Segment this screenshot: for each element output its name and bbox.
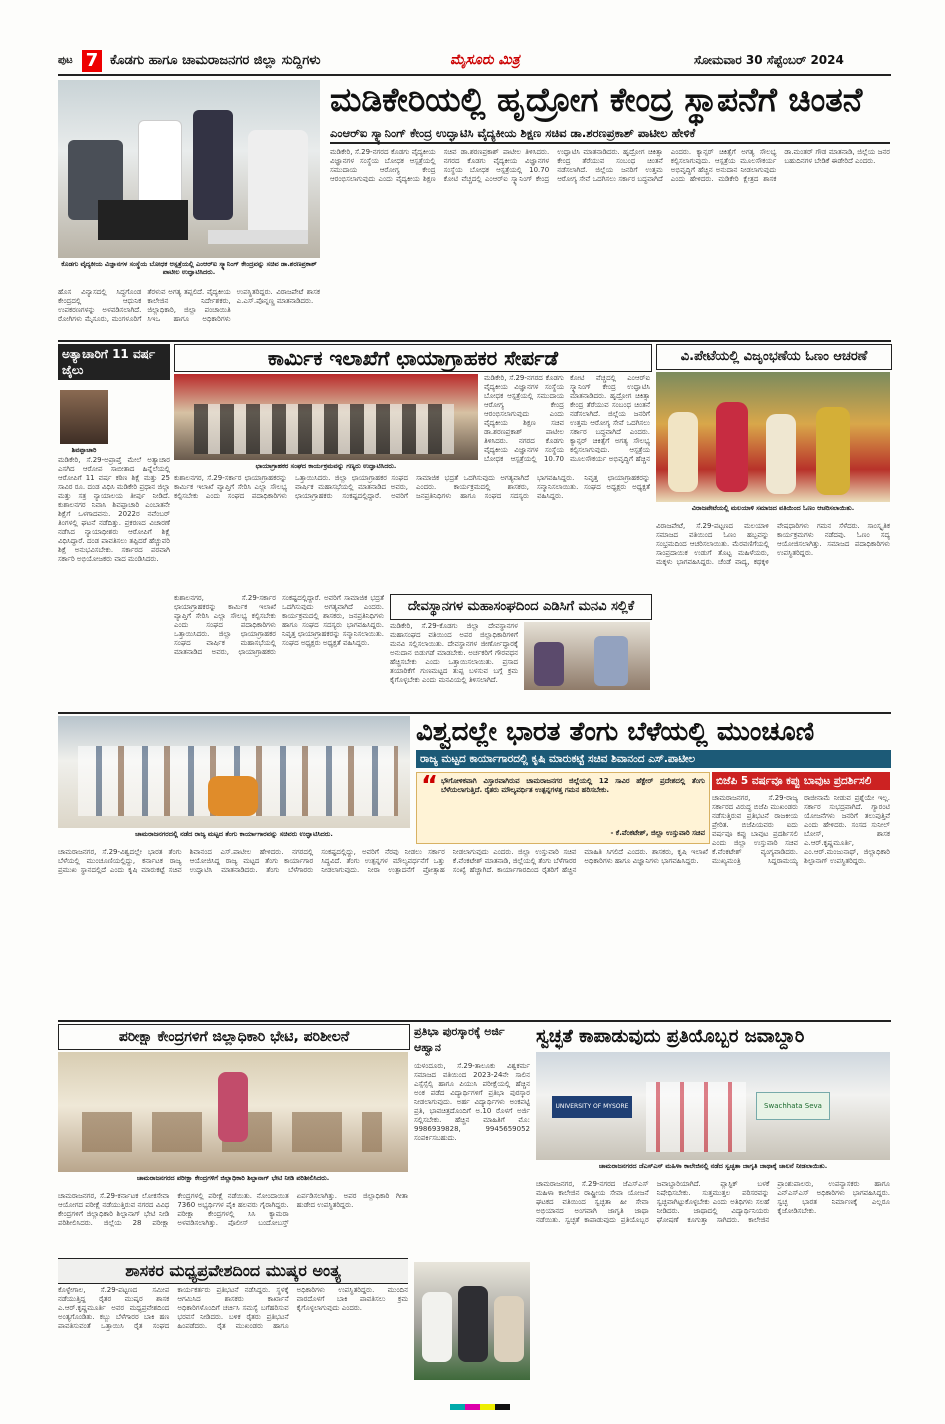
- quote-mark-icon: “: [421, 771, 439, 801]
- lead-headline: ಮಡಿಕೇರಿಯಲ್ಲಿ ಹೃದ್ರೋಗ ಕೇಂದ್ರ ಸ್ಥಾಪನೆಗೆ ಚಿಂತನೆ: [330, 80, 863, 119]
- exam-headline: ಪರೀಕ್ಷಾ ಕೇಂದ್ರಗಳಿಗೆ ಜಿಲ್ಲಾಧಿಕಾರಿ ಭೇಟಿ, ಪರಿಶೀಲನೆ: [58, 1024, 410, 1050]
- lead-caption: ಕೊಡಗು ವೈದ್ಯಕೀಯ ವಿಜ್ಞಾನಗಳ ಸಂಸ್ಥೆಯ ಬೋಧಕ ಆಸ್ಪತ್ರೆಯಲ್ಲಿ ಎಂಆರ್‌ಐ ಸ್ಕ್ಯಾನಿಂಗ್ ಕೇಂದ್ರವನ್ನು ಸಚಿವ ಡಾ.ಶರಣಪ್ರಕಾಶ್ ಪಾಟೀಲ ಉದ್ಘಾಟಿಸಿದರು.: [61, 260, 317, 276]
- temple-headline: ದೇವಸ್ಥಾನಗಳ ಮಹಾಸಂಘದಿಂದ ಎಡಿಸಿಗೆ ಮನವಿ ಸಲ್ಲಿಕೆ: [390, 594, 652, 620]
- liquor-headline: ಶಾಸಕರ ಮಧ್ಯಪ್ರವೇಶದಿಂದ ಮುಷ್ಕರ ಅಂತ್ಯ: [58, 1258, 408, 1284]
- crime-photo-label: ಶಿವಪ್ಪಾಚಾರಿ: [71, 446, 97, 454]
- coconut-quote-by: - ಕೆ.ವೆಂಕಟೇಶ್, ಜಿಲ್ಲಾ ಉಸ್ತುವಾರಿ ಸಚಿವ: [610, 829, 705, 837]
- coconut-quote: ಭೌಗೋಳಿಕವಾಗಿ ವಿಸ್ತಾರವಾಗಿರುವ ಚಾಮರಾಜನಗರ ಜಿಲ್ಲೆಯಲ್ಲಿ 12 ಸಾವಿರ ಹೆಕ್ಟೇರ್ ಪ್ರದೇಶದಲ್ಲಿ ತೆಂಗು ಬೆಳೆಯಲಾಗುತ್ತಿದೆ. ರೈತರು ಮೌಲ್ಯವರ್ಧಿತ ಉತ್ಪನ್ನಗಳತ್ತ ಗಮನ ಹರಿಸಬೇಕು.: [441, 777, 705, 794]
- labour-headline: ಕಾರ್ಮಿಕ ಇಲಾಖೆಗೆ ಛಾಯಾಗ್ರಾಹಕರ ಸೇರ್ಪಡೆ: [174, 344, 652, 372]
- labour-body: ಕುಶಾಲನಗರ, ಸೆ.29-ಸರ್ಕಾರ ಛಾಯಾಗ್ರಾಹಕರನ್ನು ಕಾರ್ಮಿಕ ಇಲಾಖೆ ವ್ಯಾಪ್ತಿಗೆ ಸೇರಿಸಿ ಎಲ್ಲಾ ಸೌಲಭ್ಯ ಕಲ್ಪಿಸಬೇಕು ಎಂದು ಸಂಘದ ಪದಾಧಿಕಾರಿಗಳು ಒತ್ತಾಯಿಸಿದರು. ಜಿಲ್ಲಾ ಛಾಯಾಗ್ರಾಹಕರ ಸಂಘದ ವಾರ್ಷಿಕ ಮಹಾಸಭೆಯಲ್ಲಿ ಮಾತನಾಡಿದ ಅವರು, ಛಾಯಾಗ್ರಾಹಕರು ಸಂಕಷ್ಟದಲ್ಲಿದ್ದಾರೆ. ಅವರಿಗೆ ಸಾಮಾಜಿಕ ಭದ್ರತೆ ಒದಗಿಸುವುದು ಅಗತ್ಯವಾಗಿದೆ ಎಂದರು. ಕಾರ್ಯಕ್ರಮದಲ್ಲಿ ಶಾಸಕರು, ಜನಪ್ರತಿನಿಧಿಗಳು ಹಾಗೂ ಸಂಘದ ಸದಸ್ಯರು ಭಾಗವಹಿಸಿದ್ದರು. ನಿವೃತ್ತ ಛಾಯಾಗ್ರಾಹಕರನ್ನು ಸನ್ಮಾನಿಸಲಾಯಿತು. ಸಂಘದ ಅಧ್ಯಕ್ಷರು ಅಧ್ಯಕ್ಷತೆ ವಹಿಸಿದ್ದರು.: [174, 474, 650, 500]
- exam-photo: [58, 1052, 408, 1172]
- coconut-subhead: ರಾಜ್ಯ ಮಟ್ಟದ ಕಾರ್ಯಾಗಾರದಲ್ಲಿ ಕೃಷಿ ಮಾರುಕಟ್ಟೆ ಸಚಿವ ಶಿವಾನಂದ ಎಸ್.ಪಾಟೀಲ: [416, 750, 891, 768]
- section-title: ಕೊಡಗು ಹಾಗೂ ಚಾಮರಾಜನಗರ ಜಿಲ್ಲಾ ಸುದ್ದಿಗಳು: [110, 53, 321, 68]
- crime-box: [58, 344, 170, 708]
- liquor-photo: [414, 1262, 530, 1380]
- clean-banner-2: Swachhata Seva: [756, 1092, 830, 1120]
- exam-caption: ಚಾಮರಾಜನಗರದ ಪರೀಕ್ಷಾ ಕೇಂದ್ರಗಳಿಗೆ ಜಿಲ್ಲಾಧಿಕಾರಿ ಶಿಲ್ಪಾನಾಗ್ ಭೇಟಿ ನೀಡಿ ಪರಿಶೀಲಿಸಿದರು.: [136, 1174, 330, 1182]
- page-label: ಪುಟ: [58, 55, 73, 66]
- labour-photo: [174, 374, 478, 460]
- clean-body: ಚಾಮರಾಜನಗರ, ಸೆ.29-ನಗರದ ಜೆಎಸ್‌ಎಸ್ ಮಹಿಳಾ ಕಾಲೇಜಿನ ರಾಷ್ಟ್ರೀಯ ಸೇವಾ ಯೋಜನೆ ಘಟಕದ ವತಿಯಿಂದ ಸ್ವಚ್ಛತಾ ಹೀ ಸೇವಾ ಅಭಿಯಾನದ ಅಂಗವಾಗಿ ಜಾಗೃತಿ ಜಾಥಾ ನಡೆಯಿತು. ಸ್ವಚ್ಛತೆ ಕಾಪಾಡುವುದು ಪ್ರತಿಯೊಬ್ಬರ ಜವಾಬ್ದಾರಿಯಾಗಿದೆ. ಪ್ಲಾಸ್ಟಿಕ್ ಬಳಕೆ ನಿಷೇಧಿಸಬೇಕು. ಸುತ್ತಮುತ್ತಲ ಪರಿಸರವನ್ನು ಸ್ವಚ್ಛವಾಗಿಟ್ಟುಕೊಳ್ಳಬೇಕು ಎಂದು ಅತಿಥಿಗಳು ಸಲಹೆ ನೀಡಿದರು. ಜಾಥಾದಲ್ಲಿ ವಿದ್ಯಾರ್ಥಿನಿಯರು ಘೋಷಣೆ ಕೂಗುತ್ತಾ ಸಾಗಿದರು. ಕಾಲೇಜಿನ ಪ್ರಾಂಶುಪಾಲರು, ಉಪನ್ಯಾಸಕರು ಹಾಗೂ ಎನ್‌ಎಸ್‌ಎಸ್ ಅಧಿಕಾರಿಗಳು ಭಾಗವಹಿಸಿದ್ದರು. ಸ್ವಚ್ಛ ಭಾರತ ನಿರ್ಮಾಣಕ್ಕೆ ಎಲ್ಲರೂ ಕೈಜೋಡಿಸಬೇಕು.: [536, 1180, 890, 1224]
- lead-body-bottom: ಹೊಸ ವಿನ್ಯಾಸದಲ್ಲಿ ಸಿದ್ಧಗೊಂಡ ಕೇಂದ್ರದಲ್ಲಿ ಆಧುನಿಕ ಉಪಕರಣಗಳನ್ನು ಅಳವಡಿಸಲಾಗಿದೆ. ರೋಗಿಗಳು ಮೈಸೂರು, ಮಂಗಳೂರಿಗೆ ತೆರಳುವ ಅಗತ್ಯ ತಪ್ಪಲಿದೆ. ವೈದ್ಯಕೀಯ ಕಾಲೇಜಿನ ನಿರ್ದೇಶಕರು, ಜಿಲ್ಲಾಧಿಕಾರಿ, ಜಿಲ್ಲಾ ಪಂಚಾಯಿತಿ ಸಿಇಒ ಹಾಗೂ ಅಧಿಕಾರಿಗಳು ಉಪಸ್ಥಿತರಿದ್ದರು. ವಿರಾಜಪೇಟೆ ಶಾಸಕ ಎ.ಎಸ್.ಪೊನ್ನಣ್ಣ ಮಾತನಾಡಿದರು.: [58, 288, 320, 323]
- coconut-body: ಚಾಮರಾಜನಗರ, ಸೆ.29-ವಿಶ್ವದಲ್ಲೇ ಭಾರತ ತೆಂಗು ಬೆಳೆಯಲ್ಲಿ ಮುಂಚೂಣಿಯಲ್ಲಿದ್ದು, ಕರ್ನಾಟಕ ರಾಜ್ಯ ಪ್ರಮುಖ ಸ್ಥಾನದಲ್ಲಿದೆ ಎಂದು ಕೃಷಿ ಮಾರುಕಟ್ಟೆ ಸಚಿವ ಶಿವಾನಂದ ಎಸ್.ಪಾಟೀಲ ಹೇಳಿದರು. ನಗರದಲ್ಲಿ ಆಯೋಜಿಸಿದ್ದ ರಾಜ್ಯ ಮಟ್ಟದ ತೆಂಗು ಕಾರ್ಯಾಗಾರ ಉದ್ಘಾಟಿಸಿ ಮಾತನಾಡಿದರು. ತೆಂಗು ಬೆಳೆಗಾರರು ಸಂಕಷ್ಟದಲ್ಲಿದ್ದು, ಅವರಿಗೆ ನೆರವು ನೀಡಲು ಸರ್ಕಾರ ಸಿದ್ಧವಿದೆ. ತೆಂಗು ಉತ್ಪನ್ನಗಳ ಮೌಲ್ಯವರ್ಧನೆಗೆ ಒತ್ತು ನೀಡಲಾಗುವುದು. ನೀರಾ ಉತ್ಪಾದನೆಗೆ ಪ್ರೋತ್ಸಾಹ ನೀಡಲಾಗುವುದು ಎಂದರು. ಜಿಲ್ಲಾ ಉಸ್ತುವಾರಿ ಸಚಿವ ಕೆ.ವೆಂಕಟೇಶ್ ಮಾತನಾಡಿ, ಜಿಲ್ಲೆಯಲ್ಲಿ ತೆಂಗು ಬೆಳೆಗಾರರ ಸಂಖ್ಯೆ ಹೆಚ್ಚಾಗಿದೆ. ಕಾರ್ಯಾಗಾರದಿಂದ ರೈತರಿಗೆ ಹೆಚ್ಚಿನ ಮಾಹಿತಿ ಸಿಗಲಿದೆ ಎಂದರು. ಶಾಸಕರು, ಕೃಷಿ ಇಲಾಖೆ ಅಧಿಕಾರಿಗಳು ಹಾಗೂ ವಿಜ್ಞಾನಿಗಳು ಭಾಗವಹಿಸಿದ್ದರು.: [58, 848, 708, 874]
- award-body: ಯಳಂದೂರು, ಸೆ.29-ತಾಲೂಕು ವಿಶ್ವಕರ್ಮ ಸಮಾಜದ ವತಿಯಿಂದ 2023-24ನೇ ಸಾಲಿನ ಎಸ್ಸೆಸ್ಸೆಲ್ಸಿ ಹಾಗೂ ಪಿಯುಸಿ ಪರೀಕ್ಷೆಯಲ್ಲಿ ಹೆಚ್ಚಿನ ಅಂಕ ಪಡೆದ ವಿದ್ಯಾರ್ಥಿಗಳಿಗೆ ಪ್ರತಿಭಾ ಪುರಸ್ಕಾರ ನೀಡಲಾಗುವುದು. ಅರ್ಹ ವಿದ್ಯಾರ್ಥಿಗಳು ಅಂಕಪಟ್ಟಿ ಪ್ರತಿ, ಭಾವಚಿತ್ರದೊಂದಿಗೆ ಅ.10 ರೊಳಗೆ ಅರ್ಜಿ ಸಲ್ಲಿಸಬೇಕು. ಹೆಚ್ಚಿನ ಮಾಹಿತಿಗೆ ಮೊ: 9986939828, 9945659052 ಸಂಪರ್ಕಿಸಬಹುದು.: [414, 1062, 530, 1142]
- coconut-photo: [58, 716, 410, 828]
- exam-body: ಚಾಮರಾಜನಗರ, ಸೆ.29-ಕರ್ನಾಟಕ ಲೋಕಸೇವಾ ಆಯೋಗದ ಪರೀಕ್ಷೆ ನಡೆಯುತ್ತಿರುವ ನಗರದ ವಿವಿಧ ಕೇಂದ್ರಗಳಿಗೆ ಜಿಲ್ಲಾಧಿಕಾರಿ ಶಿಲ್ಪಾನಾಗ್ ಭೇಟಿ ನೀಡಿ ಪರಿಶೀಲಿಸಿದರು. ಜಿಲ್ಲೆಯ 28 ಪರೀಕ್ಷಾ ಕೇಂದ್ರಗಳಲ್ಲಿ ಪರೀಕ್ಷೆ ನಡೆಯಿತು. ನೋಂದಾಯಿತ 7360 ಅಭ್ಯರ್ಥಿಗಳ ಪೈಕಿ ಹಲವರು ಗೈರಾಗಿದ್ದರು. ಪರೀಕ್ಷಾ ಕೇಂದ್ರಗಳಲ್ಲಿ ಸಿಸಿ ಕ್ಯಾಮರಾ ಅಳವಡಿಸಲಾಗಿತ್ತು. ಪೊಲೀಸ್ ಬಂದೋಬಸ್ತ್ ಏರ್ಪಡಿಸಲಾಗಿತ್ತು. ಅಪರ ಜಿಲ್ಲಾಧಿಕಾರಿ ಗೀತಾ ಹುಡೇದ ಉಪಸ್ಥಿತರಿದ್ದರು.: [58, 1192, 408, 1227]
- onam-caption: ವಿರಾಜಪೇಟೆಯಲ್ಲಿ ಮಲಯಾಳಿ ಸಮಾಜದ ವತಿಯಿಂದ ಓಣಂ ಆಚರಿಸಲಾಯಿತು.: [691, 504, 855, 512]
- temple-body: ಮಡಿಕೇರಿ, ಸೆ.29-ಕೊಡಗು ಜಿಲ್ಲಾ ದೇವಸ್ಥಾನಗಳ ಮಹಾಸಂಘದ ವತಿಯಿಂದ ಅಪರ ಜಿಲ್ಲಾಧಿಕಾರಿಗಳಿಗೆ ಮನವಿ ಸಲ್ಲಿಸಲಾಯಿತು. ದೇವಸ್ಥಾನಗಳ ಜೀರ್ಣೋದ್ಧಾರಕ್ಕೆ ಅನುದಾನ ಬಿಡುಗಡೆ ಮಾಡಬೇಕು. ಅರ್ಚಕರಿಗೆ ಗೌರವಧನ ಹೆಚ್ಚಿಸಬೇಕು ಎಂದು ಒತ್ತಾಯಿಸಲಾಯಿತು. ಪ್ರಸಾದ ತಯಾರಿಕೆಗೆ ಗುಣಮಟ್ಟದ ತುಪ್ಪ ಬಳಸುವ ಬಗ್ಗೆ ಕ್ರಮ ಕೈಗೊಳ್ಳಬೇಕು ಎಂದು ಮನವಿಯಲ್ಲಿ ತಿಳಿಸಲಾಗಿದೆ.: [390, 622, 518, 684]
- crime-photo: [60, 390, 108, 444]
- bjp-headline: ಬಿಜೆಪಿ 5 ವರ್ಷವೂ ಕಪ್ಪು ಬಾವುಟ ಪ್ರದರ್ಶಿಸಲಿ: [712, 772, 890, 790]
- crime-body: ಮಡಿಕೇರಿ, ಸೆ.29-ಅಪ್ರಾಪ್ತೆ ಮೇಲೆ ಅತ್ಯಾಚಾರ ಎಸಗಿದ ಆರೋಪ ಸಾಬೀತಾದ ಹಿನ್ನೆಲೆಯಲ್ಲಿ ಆರೋಪಿಗೆ 11 ವರ್ಷ ಕಠಿಣ ಶಿಕ್ಷೆ ಮತ್ತು 25 ಸಾವಿರ ರೂ. ದಂಡ ವಿಧಿಸಿ ಮಡಿಕೇರಿ ಪ್ರಧಾನ ಜಿಲ್ಲಾ ಮತ್ತು ಸತ್ರ ನ್ಯಾಯಾಲಯ ತೀರ್ಪು ನೀಡಿದೆ. ಕುಶಾಲನಗರ ನಿವಾಸಿ ಶಿವಪ್ಪಾಚಾರಿ ಎಂಬಾತನೇ ಶಿಕ್ಷೆಗೆ ಒಳಗಾದವನು. 2022ರ ನವೆಂಬರ್ ತಿಂಗಳಲ್ಲಿ ಘಟನೆ ನಡೆದಿತ್ತು. ಪ್ರಕರಣದ ವಿಚಾರಣೆ ನಡೆಸಿದ ನ್ಯಾಯಾಧೀಶರು ಆರೋಪಿಗೆ ಶಿಕ್ಷೆ ವಿಧಿಸಿದ್ದಾರೆ. ದಂಡ ಪಾವತಿಸಲು ತಪ್ಪಿದರೆ ಹೆಚ್ಚುವರಿ ಶಿಕ್ಷೆ ಅನುಭವಿಸಬೇಕು. ಸರ್ಕಾರದ ಪರವಾಗಿ ಸರ್ಕಾರಿ ಅಭಿಯೋಜಕರು ವಾದ ಮಂಡಿಸಿದರು.: [58, 456, 170, 563]
- issue-date: ಸೋಮವಾರ 30 ಸೆಪ್ಟೆಂಬರ್ 2024: [694, 53, 844, 67]
- crime-headline: ಅತ್ಯಾಚಾರಿಗೆ 11 ವರ್ಷ ಜೈಲು: [58, 344, 170, 380]
- page-number: 7: [82, 50, 102, 72]
- temple-photo: [524, 622, 650, 690]
- temple-body-2: ಕುಶಾಲನಗರ, ಸೆ.29-ಸರ್ಕಾರ ಛಾಯಾಗ್ರಾಹಕರನ್ನು ಕಾರ್ಮಿಕ ಇಲಾಖೆ ವ್ಯಾಪ್ತಿಗೆ ಸೇರಿಸಿ ಎಲ್ಲಾ ಸೌಲಭ್ಯ ಕಲ್ಪಿಸಬೇಕು ಎಂದು ಸಂಘದ ಪದಾಧಿಕಾರಿಗಳು ಒತ್ತಾಯಿಸಿದರು. ಜಿಲ್ಲಾ ಛಾಯಾಗ್ರಾಹಕರ ಸಂಘದ ವಾರ್ಷಿಕ ಮಹಾಸಭೆಯಲ್ಲಿ ಮಾತನಾಡಿದ ಅವರು, ಛಾಯಾಗ್ರಾಹಕರು ಸಂಕಷ್ಟದಲ್ಲಿದ್ದಾರೆ. ಅವರಿಗೆ ಸಾಮಾಜಿಕ ಭದ್ರತೆ ಒದಗಿಸುವುದು ಅಗತ್ಯವಾಗಿದೆ ಎಂದರು. ಕಾರ್ಯಕ್ರಮದಲ್ಲಿ ಶಾಸಕರು, ಜನಪ್ರತಿನಿಧಿಗಳು ಹಾಗೂ ಸಂಘದ ಸದಸ್ಯರು ಭಾಗವಹಿಸಿದ್ದರು. ನಿವೃತ್ತ ಛಾಯಾಗ್ರಾಹಕರನ್ನು ಸನ್ಮಾನಿಸಲಾಯಿತು. ಸಂಘದ ಅಧ್ಯಕ್ಷರು ಅಧ್ಯಕ್ಷತೆ ವಹಿಸಿದ್ದರು.: [174, 594, 384, 656]
- bjp-body: ಚಾಮರಾಜನಗರ, ಸೆ.29-ರಾಜ್ಯ ಸರ್ಕಾರದ ವಿರುದ್ಧ ಬಿಜೆಪಿ ಮುಖಂಡರು ನಡೆಸುತ್ತಿರುವ ಪ್ರತಿಭಟನೆ ರಾಜಕೀಯ ಪ್ರೇರಿತ. ಬಿಜೆಪಿಯವರು ಐದು ವರ್ಷವೂ ಕಪ್ಪು ಬಾವುಟ ಪ್ರದರ್ಶಿಸಲಿ ಎಂದು ಜಿಲ್ಲಾ ಉಸ್ತುವಾರಿ ಸಚಿವ ಕೆ.ವೆಂಕಟೇಶ್ ವ್ಯಂಗ್ಯವಾಡಿದರು. ಮುಖ್ಯಮಂತ್ರಿ ಸಿದ್ದರಾಮಯ್ಯ ರಾಜೀನಾಮೆ ನೀಡುವ ಪ್ರಶ್ನೆಯೇ ಇಲ್ಲ. ಸರ್ಕಾರ ಸುಭದ್ರವಾಗಿದೆ. ಗ್ಯಾರಂಟಿ ಯೋಜನೆಗಳು ಜನರಿಗೆ ತಲುಪುತ್ತಿವೆ ಎಂದು ಹೇಳಿದರು. ಸಂಸದ ಸುನೀಲ್ ಬೋಸ್, ಶಾಸಕ ಎ.ಆರ್.ಕೃಷ್ಣಮೂರ್ತಿ, ಎಂ.ಆರ್.ಮಂಜುನಾಥ್, ಜಿಲ್ಲಾಧಿಕಾರಿ ಶಿಲ್ಪಾನಾಗ್ ಉಪಸ್ಥಿತರಿದ್ದರು.: [712, 794, 890, 865]
- onam-body: ವಿರಾಜಪೇಟೆ, ಸೆ.29-ಪಟ್ಟಣದ ಮಲಯಾಳಿ ಸಮಾಜದ ವತಿಯಿಂದ ಓಣಂ ಹಬ್ಬವನ್ನು ಸಂಭ್ರಮದಿಂದ ಆಚರಿಸಲಾಯಿತು. ಮೆರವಣಿಗೆಯಲ್ಲಿ ಸಾಂಪ್ರದಾಯಿಕ ಉಡುಗೆ ತೊಟ್ಟ ಮಹಿಳೆಯರು, ಮಕ್ಕಳು ಭಾಗವಹಿಸಿದ್ದರು. ಚೆಂಡೆ ವಾದ್ಯ, ಕಥಕ್ಕಳಿ ವೇಷಧಾರಿಗಳು ಗಮನ ಸೆಳೆದರು. ಸಾಂಸ್ಕೃತಿಕ ಕಾರ್ಯಕ್ರಮಗಳು ನಡೆದವು. ಓಣಂ ಸದ್ಯ ಆಯೋಜಿಸಲಾಗಿತ್ತು. ಸಮಾಜದ ಪದಾಧಿಕಾರಿಗಳು ಉಪಸ್ಥಿತರಿದ್ದರು.: [656, 522, 890, 566]
- coconut-quote-box: [416, 772, 710, 844]
- clean-photo: [536, 1052, 890, 1160]
- onam-photo: [656, 372, 890, 502]
- coconut-caption: ಚಾಮರಾಜನಗರದಲ್ಲಿ ನಡೆದ ರಾಜ್ಯ ಮಟ್ಟದ ತೆಂಗು ಕಾರ್ಯಾಗಾರವನ್ನು ಸಚಿವರು ಉದ್ಘಾಟಿಸಿದರು.: [135, 830, 333, 838]
- lead-body-top: ಮಡಿಕೇರಿ, ಸೆ.29-ನಗರದ ಕೊಡಗು ವೈದ್ಯಕೀಯ ವಿಜ್ಞಾನಗಳ ಸಂಸ್ಥೆಯ ಬೋಧಕ ಆಸ್ಪತ್ರೆಯಲ್ಲಿ ಸಮುದಾಯ ಆರೋಗ್ಯ ಕೇಂದ್ರ ಆರಂಭಿಸಲಾಗುವುದು ಎಂದು ವೈದ್ಯಕೀಯ ಶಿಕ್ಷಣ ಸಚಿವ ಡಾ.ಶರಣಪ್ರಕಾಶ್ ಪಾಟೀಲ ತಿಳಿಸಿದರು. ನಗರದ ಕೊಡಗು ವೈದ್ಯಕೀಯ ವಿಜ್ಞಾನಗಳ ಸಂಸ್ಥೆಯ ಬೋಧಕ ಆಸ್ಪತ್ರೆಯಲ್ಲಿ 10.70 ಕೋಟಿ ವೆಚ್ಚದಲ್ಲಿ ಎಂಆರ್‌ಐ ಸ್ಕ್ಯಾನಿಂಗ್ ಕೇಂದ್ರ ಉದ್ಘಾಟಿಸಿ ಮಾತನಾಡಿದರು. ಹೃದ್ರೋಗ ಚಿಕಿತ್ಸಾ ಕೇಂದ್ರ ತೆರೆಯುವ ಸಂಬಂಧ ಚಿಂತನೆ ನಡೆಸಲಾಗಿದೆ. ಜಿಲ್ಲೆಯ ಜನರಿಗೆ ಉತ್ತಮ ಆರೋಗ್ಯ ಸೇವೆ ಒದಗಿಸಲು ಸರ್ಕಾರ ಬದ್ಧವಾಗಿದೆ ಎಂದರು. ಕ್ಯಾನ್ಸರ್ ಚಿಕಿತ್ಸೆಗೆ ಅಗತ್ಯ ಸೌಲಭ್ಯ ಕಲ್ಪಿಸಲಾಗುವುದು. ಆಸ್ಪತ್ರೆಯ ಮೂಲಸೌಕರ್ಯ ಅಭಿವೃದ್ಧಿಗೆ ಹೆಚ್ಚಿನ ಅನುದಾನ ನೀಡಲಾಗುವುದು ಎಂದು ಹೇಳಿದರು. ಮಡಿಕೇರಿ ಕ್ಷೇತ್ರದ ಶಾಸಕ ಡಾ.ಮಂತರ್ ಗೌಡ ಮಾತನಾಡಿ, ಜಿಲ್ಲೆಯ ಜನರ ಬಹುದಿನಗಳ ಬೇಡಿಕೆ ಈಡೇರಿದೆ ಎಂದರು.: [330, 148, 890, 183]
- labour-caption: ಛಾಯಾಗ್ರಾಹಕರ ಸಂಘದ ಕಾರ್ಯಕ್ರಮವನ್ನು ಗಣ್ಯರು ಉದ್ಘಾಟಿಸಿದರು.: [255, 462, 397, 470]
- clean-headline: ಸ್ವಚ್ಛತೆ ಕಾಪಾಡುವುದು ಪ್ರತಿಯೊಬ್ಬರ ಜವಾಬ್ದಾರಿ: [536, 1026, 805, 1047]
- lead-subhead: ಎಂಆರ್‌ಐ ಸ್ಕ್ಯಾನಿಂಗ್ ಕೇಂದ್ರ ಉದ್ಘಾಟಿಸಿ ವೈದ್ಯಕೀಯ ಶಿಕ್ಷಣ ಸಚಿವ ಡಾ.ಶರಣಪ್ರಕಾಶ್ ಪಾಟೀಲ ಹೇಳಿಕೆ: [330, 126, 696, 140]
- registration-marks: [450, 1404, 510, 1410]
- award-headline: ಪ್ರತಿಭಾ ಪುರಸ್ಕಾರಕ್ಕೆ ಅರ್ಜಿ ಆಹ್ವಾನ: [414, 1025, 505, 1054]
- masthead: [58, 50, 891, 76]
- labour-body-right: ಮಡಿಕೇರಿ, ಸೆ.29-ನಗರದ ಕೊಡಗು ವೈದ್ಯಕೀಯ ವಿಜ್ಞಾನಗಳ ಸಂಸ್ಥೆಯ ಬೋಧಕ ಆಸ್ಪತ್ರೆಯಲ್ಲಿ ಸಮುದಾಯ ಆರೋಗ್ಯ ಕೇಂದ್ರ ಆರಂಭಿಸಲಾಗುವುದು ಎಂದು ವೈದ್ಯಕೀಯ ಶಿಕ್ಷಣ ಸಚಿವ ಡಾ.ಶರಣಪ್ರಕಾಶ್ ಪಾಟೀಲ ತಿಳಿಸಿದರು. ನಗರದ ಕೊಡಗು ವೈದ್ಯಕೀಯ ವಿಜ್ಞಾನಗಳ ಸಂಸ್ಥೆಯ ಬೋಧಕ ಆಸ್ಪತ್ರೆಯಲ್ಲಿ 10.70 ಕೋಟಿ ವೆಚ್ಚದಲ್ಲಿ ಎಂಆರ್‌ಐ ಸ್ಕ್ಯಾನಿಂಗ್ ಕೇಂದ್ರ ಉದ್ಘಾಟಿಸಿ ಮಾತನಾಡಿದರು. ಹೃದ್ರೋಗ ಚಿಕಿತ್ಸಾ ಕೇಂದ್ರ ತೆರೆಯುವ ಸಂಬಂಧ ಚಿಂತನೆ ನಡೆಸಲಾಗಿದೆ. ಜಿಲ್ಲೆಯ ಜನರಿಗೆ ಉತ್ತಮ ಆರೋಗ್ಯ ಸೇವೆ ಒದಗಿಸಲು ಸರ್ಕಾರ ಬದ್ಧವಾಗಿದೆ ಎಂದರು. ಕ್ಯಾನ್ಸರ್ ಚಿಕಿತ್ಸೆಗೆ ಅಗತ್ಯ ಸೌಲಭ್ಯ ಕಲ್ಪಿಸಲಾಗುವುದು. ಆಸ್ಪತ್ರೆಯ ಮೂಲಸೌಕರ್ಯ ಅಭಿವೃದ್ಧಿಗೆ ಹೆಚ್ಚಿನ: [484, 374, 650, 463]
- clean-caption: ಚಾಮರಾಜನಗರದ ಜೆಎಸ್‌ಎಸ್ ಮಹಿಳಾ ಕಾಲೇಜಿನಲ್ಲಿ ನಡೆದ ಸ್ವಚ್ಛತಾ ಜಾಗೃತಿ ಜಾಥಾಕ್ಕೆ ಚಾಲನೆ ನೀಡಲಾಯಿತು.: [598, 1162, 828, 1170]
- lead-photo: [58, 80, 320, 258]
- liquor-body: ಕೊಳ್ಳೇಗಾಲ, ಸೆ.29-ಪಟ್ಟಣದ ಸಮೀಪ ನಡೆಯುತ್ತಿದ್ದ ರೈತರ ಮುಷ್ಕರ ಶಾಸಕ ಎ.ಆರ್.ಕೃಷ್ಣಮೂರ್ತಿ ಅವರ ಮಧ್ಯಪ್ರವೇಶದಿಂದ ಅಂತ್ಯಗೊಂಡಿತು. ಕಬ್ಬು ಬೆಳೆಗಾರರ ಬಾಕಿ ಹಣ ಪಾವತಿಸುವಂತೆ ಒತ್ತಾಯಿಸಿ ರೈತ ಸಂಘದ ಕಾರ್ಯಕರ್ತರು ಪ್ರತಿಭಟನೆ ನಡೆಸಿದ್ದರು. ಸ್ಥಳಕ್ಕೆ ಆಗಮಿಸಿದ ಶಾಸಕರು ಕಾರ್ಖಾನೆ ಅಧಿಕಾರಿಗಳೊಂದಿಗೆ ಚರ್ಚಿಸಿ ಸಮಸ್ಯೆ ಬಗೆಹರಿಸುವ ಭರವಸೆ ನೀಡಿದರು. ಬಳಿಕ ರೈತರು ಪ್ರತಿಭಟನೆ ಹಿಂಪಡೆದರು. ರೈತ ಮುಖಂಡರು ಹಾಗೂ ಅಧಿಕಾರಿಗಳು ಉಪಸ್ಥಿತರಿದ್ದರು. ಮುಂದಿನ ವಾರದೊಳಗೆ ಬಾಕಿ ಪಾವತಿಸಲು ಕ್ರಮ ಕೈಗೊಳ್ಳಲಾಗುವುದು ಎಂದರು.: [58, 1286, 408, 1330]
- paper-name: ಮೈಸೂರು ಮಿತ್ರ: [450, 52, 520, 68]
- coconut-headline: ವಿಶ್ವದಲ್ಲೇ ಭಾರತ ತೆಂಗು ಬೆಳೆಯಲ್ಲಿ ಮುಂಚೂಣಿ: [416, 717, 815, 747]
- onam-headline: ವಿ.ಪೇಟೆಯಲ್ಲಿ ವಿಜೃಂಭಣೆಯ ಓಣಂ ಆಚರಣೆ: [656, 344, 892, 370]
- clean-banner-1: UNIVERSITY OF MYSORE: [552, 1096, 632, 1118]
